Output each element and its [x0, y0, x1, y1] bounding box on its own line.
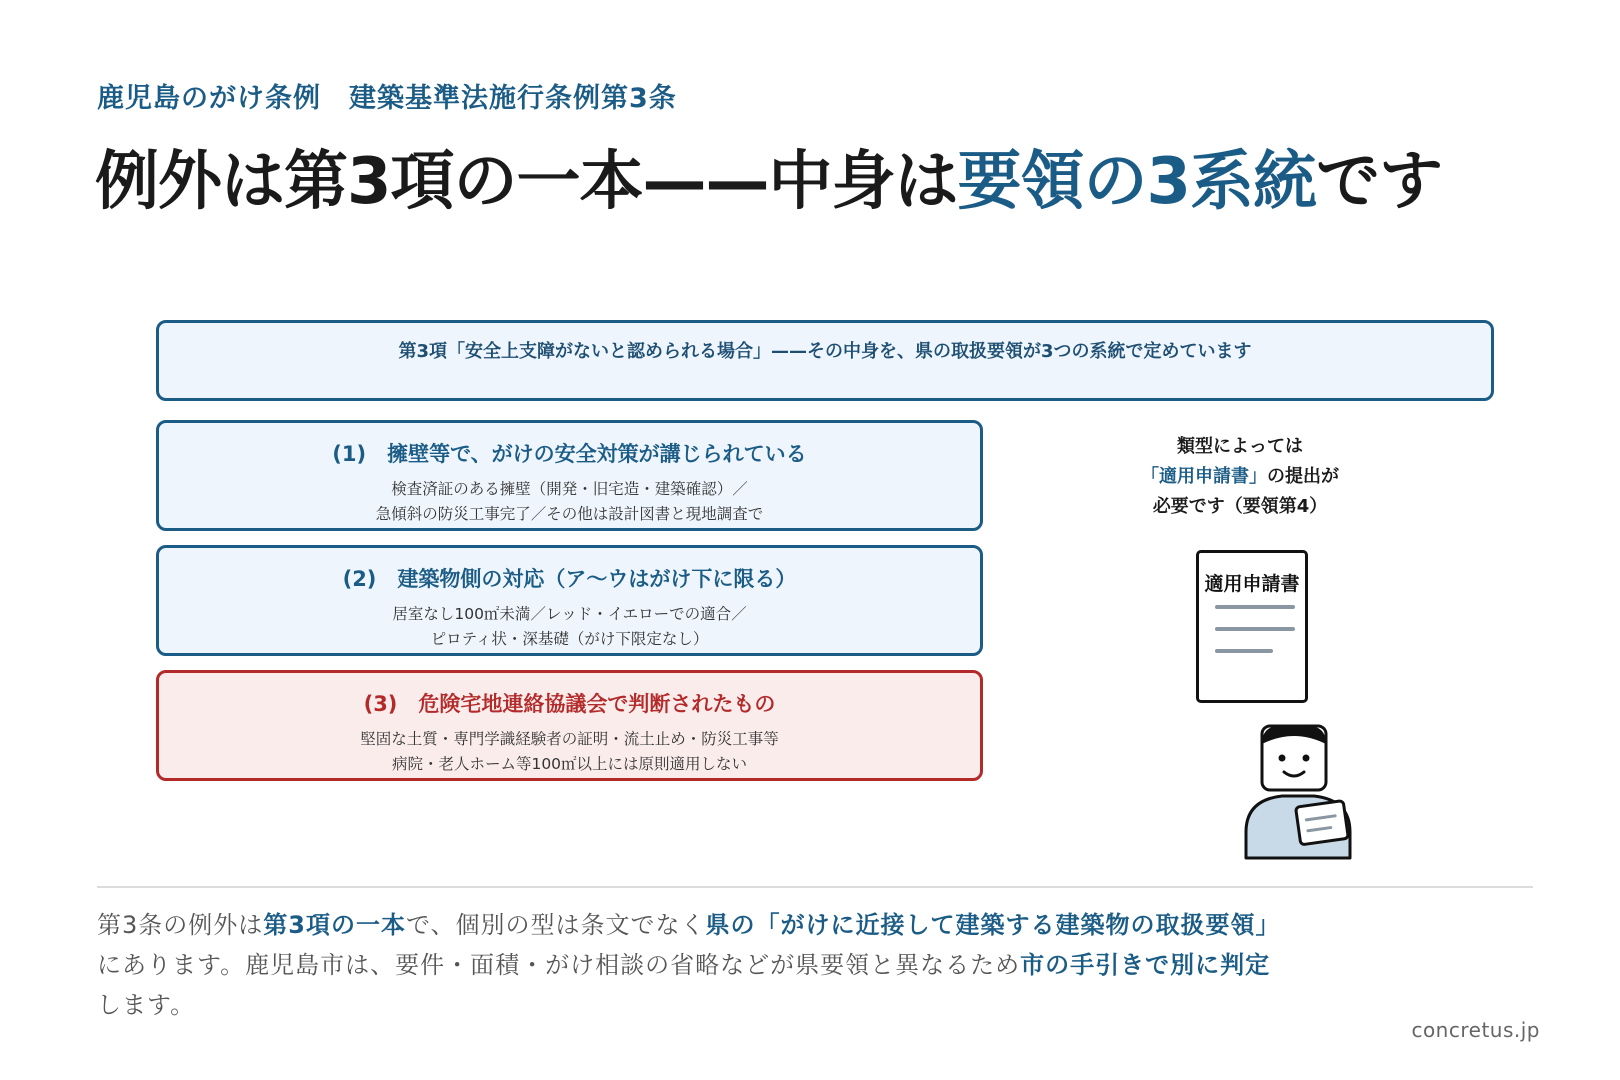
summary-emphasis: 市の手引きで別に判定	[1020, 951, 1271, 979]
person-icon	[1240, 720, 1360, 860]
document-line	[1215, 649, 1273, 653]
card-line: 堅固な土質・専門学識経験者の証明・流土止め・防災工事等	[360, 730, 779, 748]
document-line	[1215, 627, 1295, 631]
card-title: (3) 危険宅地連絡協議会で判断されたもの	[363, 692, 776, 716]
divider	[97, 886, 1533, 888]
title-accent: 要領の3系統	[957, 145, 1317, 219]
summary-span: にあります。鹿児島市は、要件・面積・がけ相談の省略などが県要領と異なるため	[97, 951, 1021, 979]
side-note-accent: 「適用申請書」	[1141, 466, 1267, 487]
side-note-line3: 必要です（要領第4）	[1152, 496, 1328, 517]
card-line: ピロティ状・深基礎（がけ下限定なし）	[430, 630, 709, 648]
side-note	[1100, 432, 1380, 522]
side-note-line2	[1100, 462, 1380, 492]
card-line: 居室なし100㎡未満／レッド・イエローでの適合／	[392, 605, 747, 623]
kicker: 鹿児島のがけ条例 建築基準法施行条例第3条	[97, 83, 677, 114]
site-credit: concretus.jp	[1411, 1018, 1540, 1042]
card-line: 検査済証のある擁壁（開発・旧宅造・建築確認）／	[391, 480, 748, 498]
title-part2: です	[1316, 145, 1443, 219]
title-part1: 例外は第3項の一本——中身は	[95, 145, 958, 219]
card-1	[156, 420, 983, 531]
document-line	[1215, 605, 1295, 609]
card-3	[156, 670, 983, 781]
banner-text: 第3項「安全上支障がないと認められる場合」——その中身を、県の取扱要領が3つの系統で定めています	[398, 341, 1252, 362]
card-line: 病院・老人ホーム等100㎡以上には原則適用しない	[391, 755, 748, 773]
summary-span: で、個別の型は条文でなく	[405, 911, 706, 939]
document-label: 適用申請書	[1204, 573, 1300, 595]
summary-span: します。	[97, 991, 196, 1019]
summary-emphasis: 第3項の一本	[263, 911, 406, 939]
summary-text	[97, 905, 1287, 1025]
card-2	[156, 545, 983, 656]
summary-span: 第3条の例外は	[97, 911, 264, 939]
banner	[156, 320, 1494, 401]
side-note-rest: の提出が	[1267, 466, 1339, 487]
card-title: (1) 擁壁等で、がけの安全対策が講じられている	[332, 442, 807, 466]
page-title	[95, 130, 1442, 222]
side-note-line1: 類型によっては	[1177, 436, 1303, 457]
summary-emphasis: 県の「がけに近接して建築する建築物の取扱要領」	[705, 911, 1281, 939]
card-title: (2) 建築物側の対応（ア～ウはがけ下に限る）	[342, 567, 797, 591]
document-icon	[1196, 550, 1308, 703]
card-line: 急傾斜の防災工事完了／その他は設計図書と現地調査で	[375, 505, 764, 523]
